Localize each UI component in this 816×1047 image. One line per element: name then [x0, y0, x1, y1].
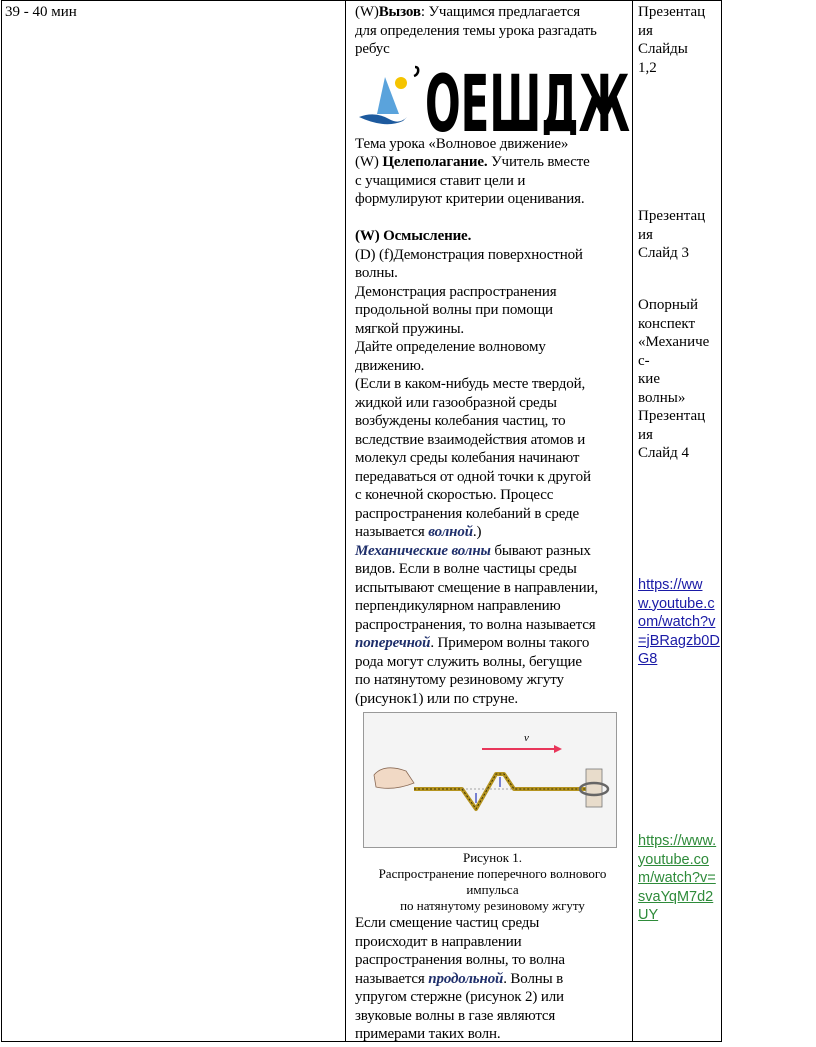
- text-line: [355, 209, 630, 228]
- text-segment: вследствие взаимодействия атомов и: [355, 431, 586, 448]
- text-line: [355, 227, 630, 246]
- resource-line[interactable]: svaYqM7d2: [638, 888, 714, 905]
- text-segment: Дайте определение волновому: [355, 339, 546, 355]
- text-line: [355, 634, 630, 653]
- hand-icon: [374, 768, 414, 789]
- resources-group-1: [638, 3, 705, 77]
- caption-line: Рисунок 1.: [462, 850, 523, 865]
- resource-line[interactable]: m/watch?v=: [638, 870, 716, 886]
- text-segment: (W): [355, 154, 383, 170]
- resource-line: конспект: [638, 315, 696, 332]
- text-line: [355, 690, 630, 709]
- resource-line: Опорный: [638, 297, 698, 313]
- post-icon: [586, 769, 602, 807]
- text-segment: упругом стержне (рисунок 2) или: [355, 989, 564, 1005]
- resource-line[interactable]: youtube.co: [638, 851, 709, 868]
- text-segment: (W): [355, 4, 379, 20]
- text-segment: жидкой или газообразной среды: [355, 394, 557, 411]
- velocity-label: v⃗: [524, 732, 538, 744]
- text-segment: примерами таких волн.: [355, 1026, 501, 1042]
- text-line: [355, 560, 630, 579]
- rebus-picture: [355, 59, 630, 135]
- text-line: [355, 505, 630, 524]
- text-segment: Демонстрация распространения: [355, 283, 557, 300]
- figure-1: [363, 712, 617, 848]
- resource-line: с-: [638, 352, 650, 369]
- column-divider: [632, 1, 633, 1041]
- text-segment: возбуждены колебания частиц, то: [355, 413, 566, 429]
- resource-line[interactable]: https://www.: [638, 833, 717, 849]
- text-line: [355, 301, 630, 320]
- resource-line[interactable]: w.youtube.c: [638, 595, 715, 612]
- outro-text: [355, 914, 630, 1044]
- text-line: [355, 320, 630, 339]
- text-segment: Вызов: [378, 4, 421, 20]
- text-segment: продольной волны при помощи: [355, 302, 553, 318]
- text-line: [355, 22, 630, 41]
- text-segment: Тема урока «Волновое движение»: [355, 135, 569, 152]
- text-segment: продольной: [428, 970, 504, 987]
- resource-line: ия: [638, 226, 653, 243]
- text-line: [355, 172, 630, 191]
- text-line: [355, 653, 630, 672]
- text-segment: (рисунок1) или по струне.: [355, 690, 518, 707]
- resource-line[interactable]: UY: [638, 907, 659, 923]
- rebus-image: [355, 59, 630, 135]
- text-segment: с конечной скоростью. Процесс: [355, 487, 554, 503]
- text-line: [355, 970, 630, 989]
- text-segment: бывают разных: [490, 542, 591, 559]
- resource-line: ия: [638, 426, 653, 443]
- text-segment: по натянутому резиновому жгуту: [355, 672, 564, 688]
- text-segment: (W) Осмысление.: [355, 228, 472, 244]
- resource-line: Презентац: [638, 408, 706, 424]
- text-line: [355, 486, 630, 505]
- youtube-link-1[interactable]: [638, 576, 720, 669]
- text-line: [355, 190, 630, 209]
- text-segment: распространения волны, то волна: [355, 952, 565, 968]
- text-segment: мягкой пружины.: [355, 320, 464, 337]
- text-line: [355, 135, 630, 154]
- resource-line: Слайд 4: [638, 445, 690, 461]
- text-line: [355, 264, 630, 283]
- text-line: [355, 394, 630, 413]
- caption-line: по натянутому резиновому жгуту: [400, 898, 585, 913]
- text-segment: (Если в каком-нибудь месте твердой,: [355, 376, 586, 392]
- resource-line: Презентац: [638, 4, 706, 20]
- caption-line: импульса: [466, 882, 519, 897]
- resource-line: кие: [638, 371, 660, 387]
- text-line: [355, 3, 630, 22]
- text-line: [355, 523, 630, 542]
- resource-line[interactable]: om/watch?v: [638, 614, 716, 630]
- text-segment: видов. Если в волне частицы среды: [355, 561, 577, 577]
- resource-line: Слайд 3: [638, 245, 690, 261]
- resource-line: «Механиче: [638, 334, 710, 350]
- text-line: [355, 283, 630, 302]
- text-line: [355, 597, 630, 616]
- text-line: [355, 449, 630, 468]
- arrow-icon: [554, 745, 562, 753]
- resource-line: ия: [638, 22, 653, 39]
- text-line: [355, 375, 630, 394]
- text-segment: .): [472, 524, 482, 540]
- resource-line[interactable]: G8: [638, 651, 658, 667]
- text-line: [355, 988, 630, 1007]
- text-segment: . Волны в: [503, 970, 564, 987]
- text-segment: Если смещение частиц среды: [355, 915, 540, 931]
- resource-line: 1,2: [638, 59, 657, 76]
- text-line: [355, 1025, 630, 1044]
- time-cell: 39 - 40 мин: [5, 4, 77, 20]
- resource-line: волны»: [638, 389, 686, 406]
- text-segment: ребус: [355, 41, 390, 57]
- intro-text: [355, 3, 630, 59]
- text-segment: волны.: [355, 265, 398, 281]
- text-segment: с учащимися ставит цели и: [355, 172, 526, 189]
- text-line: [355, 914, 630, 933]
- text-segment: испытывают смещение в направлении,: [355, 579, 599, 596]
- text-line: [355, 542, 630, 561]
- youtube-link-2[interactable]: [638, 832, 716, 925]
- text-line: [355, 357, 630, 376]
- rope-wave-illustration: [364, 713, 616, 847]
- text-segment: Механические волны: [355, 542, 491, 559]
- text-segment: рода могут служить волны, бегущие: [355, 653, 582, 670]
- text-segment: (D) (f)Демонстрация поверхностной: [355, 246, 583, 263]
- resources-group-3: [638, 296, 709, 463]
- text-segment: молекул среды колебания начинают: [355, 450, 580, 466]
- lesson-body-text: [355, 135, 630, 709]
- text-segment: волной: [428, 524, 473, 540]
- caption-line: Распространение поперечного волнового: [378, 866, 607, 881]
- text-segment: : Учащимся предлагается: [420, 4, 581, 20]
- resource-line: Презентац: [638, 208, 706, 224]
- resource-line[interactable]: =jBRagzb0D: [638, 632, 720, 649]
- text-line: [355, 671, 630, 690]
- text-segment: распространения колебаний в среде: [355, 505, 580, 522]
- column-divider: [345, 1, 346, 1041]
- text-segment: для определения темы урока разгадать: [355, 22, 597, 39]
- text-segment: перпендикулярном направлению: [355, 598, 561, 614]
- text-segment: распространения, то волна называется: [355, 616, 596, 633]
- resources-group-2: [638, 207, 705, 263]
- text-segment: поперечной: [355, 635, 431, 651]
- text-line: [355, 951, 630, 970]
- text-line: [355, 1007, 630, 1026]
- resource-line: Слайды: [638, 41, 688, 57]
- text-segment: Целеполагание.: [382, 154, 488, 170]
- text-line: [355, 579, 630, 598]
- text-segment: звуковые волны в газе являются: [355, 1007, 556, 1024]
- text-line: [355, 153, 630, 172]
- text-line: [355, 468, 630, 487]
- text-segment: передаваться от одной точки к другой: [355, 468, 591, 485]
- text-segment: Учитель вместе: [487, 154, 590, 170]
- text-segment: называется: [355, 970, 429, 987]
- figure-caption: [355, 850, 630, 914]
- apostrophe-mark: [414, 67, 418, 76]
- text-line: [355, 40, 630, 59]
- text-line: [355, 431, 630, 450]
- text-segment: называется: [355, 524, 429, 540]
- text-segment: формулируют критерии оценивания.: [355, 191, 585, 207]
- text-line: [355, 338, 630, 357]
- text-line: [355, 933, 630, 952]
- text-line: [355, 412, 630, 431]
- rebus-letters: ОЕШДЖ: [425, 59, 630, 135]
- text-segment: движению.: [355, 357, 425, 374]
- content-cell: [355, 3, 630, 1044]
- text-line: [355, 616, 630, 635]
- resource-line[interactable]: https://ww: [638, 577, 703, 593]
- text-segment: происходит в направлении: [355, 933, 522, 950]
- text-line: [355, 246, 630, 265]
- sailboat-icon: [359, 77, 407, 124]
- text-segment: . Примером волны такого: [430, 635, 590, 651]
